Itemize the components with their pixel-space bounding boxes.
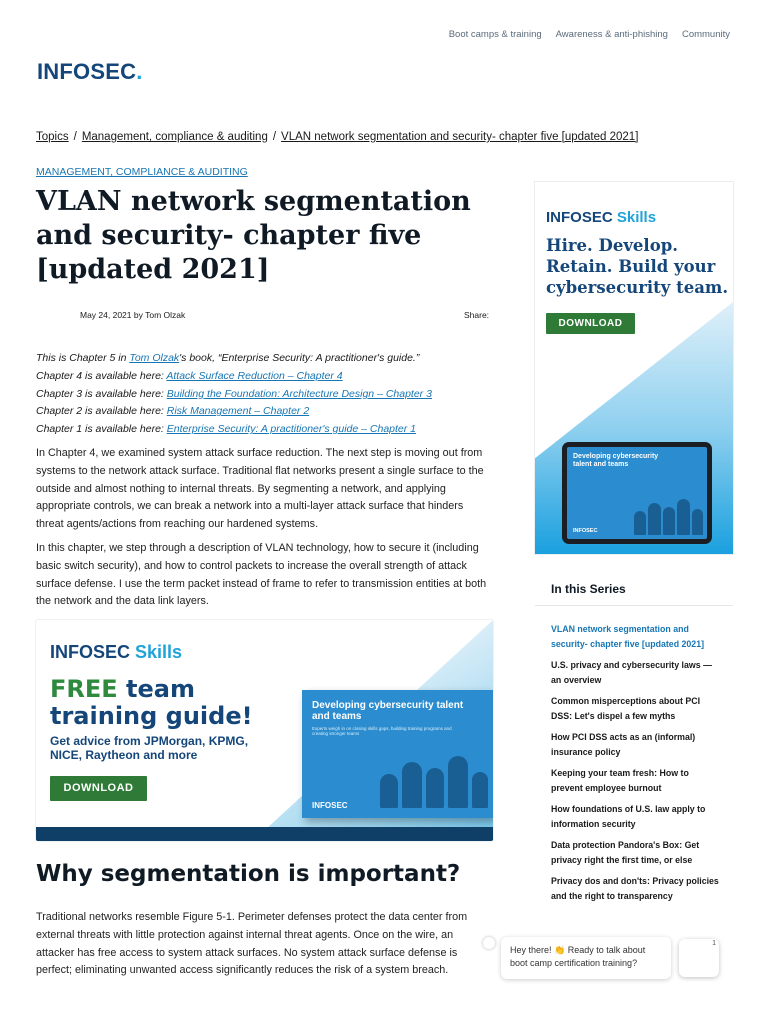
banner-headline — [50, 676, 253, 730]
series-item[interactable]: Data protection Pandora's Box: Get privacy right the first time, or else — [551, 840, 700, 865]
series-list — [551, 622, 721, 910]
guide-book-image — [302, 690, 493, 818]
article-by: by — [133, 310, 143, 320]
intro-line — [36, 350, 496, 368]
breadcrumb-topics[interactable]: Topics — [36, 131, 69, 143]
chat-message-bubble[interactable]: Hey there! 👏 Ready to talk about boot camp certification training? — [501, 937, 671, 979]
chapter-prefix: Chapter 1 is available here: — [36, 423, 167, 436]
people-illustration — [380, 756, 488, 808]
series-item-current[interactable]: VLAN network segmentation and security- chapter five [updated 2021] — [551, 624, 705, 649]
category-link[interactable]: MANAGEMENT, COMPLIANCE & AUDITING — [36, 166, 248, 178]
person-figure — [663, 507, 675, 535]
top-nav — [449, 29, 730, 40]
breadcrumb-management[interactable]: Management, compliance & auditing — [81, 131, 268, 143]
person-figure — [677, 499, 690, 535]
infosec-logo[interactable] — [37, 59, 143, 85]
chapter-1-line — [36, 421, 496, 439]
tablet-screen — [567, 447, 707, 539]
breadcrumb-separator: / — [272, 131, 277, 143]
chapter-4-line — [36, 368, 496, 386]
intro-text: 's book, “Enterprise Security: A practitioner's guide.” — [179, 352, 420, 364]
book-subtitle: Experts weigh in on closing skills gaps, building training programs and creating stronger teams — [312, 726, 452, 736]
tablet-brand: INFOSEC — [573, 528, 598, 534]
article-meta — [80, 310, 185, 320]
person-figure — [472, 772, 488, 808]
chat-launcher-button[interactable] — [679, 939, 719, 977]
chapter-prefix: Chapter 4 is available here: — [36, 369, 167, 382]
book-title: Developing cybersecurity talent and teams — [312, 700, 464, 722]
nav-community[interactable]: Community — [681, 29, 730, 40]
intro-text: This is Chapter 5 in — [36, 352, 130, 364]
person-figure — [380, 774, 398, 808]
banner-headline-rest: team — [117, 675, 195, 703]
sidebar-brand-infosec: INFOSEC — [546, 209, 613, 226]
paragraph-2: In this chapter, we step through a description of VLAN technology, how to secure it (including basic switch security), and how to control packets to increase the overall strength of attack surface defense. I use the term packet instead of frame to refer to transmission entities at both the network and the data link layers. — [36, 542, 487, 608]
person-figure — [648, 503, 661, 535]
page-title: VLAN network segmentation and security- chapter five [updated 2021] — [36, 186, 471, 285]
chat-close-dot[interactable] — [483, 937, 495, 949]
series-item[interactable]: Keeping your team fresh: How to prevent employee burnout — [551, 768, 689, 793]
chapter-prefix: Chapter 2 is available here: — [36, 405, 167, 418]
sidebar-ad-brand — [546, 209, 656, 226]
series-item[interactable]: How PCI DSS acts as an (informal) insurance policy — [551, 732, 696, 757]
series-item[interactable]: How foundations of U.S. law apply to information security — [551, 804, 706, 829]
tablet-title: Developing cybersecurity talent and teams — [573, 453, 659, 468]
series-item[interactable]: U.S. privacy and cybersecurity laws — an overview — [551, 660, 712, 685]
author-link[interactable]: Tom Olzak — [129, 352, 180, 364]
logo-text: INFOSEC — [37, 59, 137, 84]
series-divider — [535, 605, 733, 606]
person-figure — [448, 756, 468, 808]
paragraph-1: In Chapter 4, we examined system attack surface reduction. The next step is moving out from systems to the network attack surface. Traditional flat networks present a single surface to the outside and almost nothing to internal threats. By segmenting a network, and applying appropriate controls, we can break a network into a multi-layer attack surface that hinders threat agents/actions from reaching our hardened systems. — [36, 447, 484, 531]
book-brand: INFOSEC — [312, 801, 348, 810]
banner-subtext: Get advice from JPMorgan, KPMG, NICE, Raytheon and more — [50, 734, 249, 762]
paragraph-3: Traditional networks resemble Figure 5-1. Perimeter defenses protect the data center from external threats with little protection against internal threat agents. Once on the wire, an attacker has free access to system attack surfaces. No system attack surface defense is perfect; eliminating unwanted access significantly reduces the risk of a system breach. — [36, 911, 468, 977]
banner-download-button[interactable]: DOWNLOAD — [50, 776, 147, 801]
sidebar-brand-skills: Skills — [616, 209, 657, 226]
chapter-prefix: Chapter 3 is available here: — [36, 387, 167, 400]
breadcrumb-current[interactable]: VLAN network segmentation and security- chapter five [updated 2021] — [281, 131, 639, 143]
chapter-2-link[interactable]: Risk Management – Chapter 2 — [166, 405, 310, 418]
people-illustration — [634, 499, 703, 535]
breadcrumb-separator: / — [73, 131, 77, 143]
chat-unread-badge: 1 — [712, 940, 716, 947]
person-figure — [692, 509, 703, 535]
chapter-1-link[interactable]: Enterprise Security: A practitioner's guide – Chapter 1 — [166, 423, 417, 436]
banner-headline-line2: training guide! — [50, 702, 253, 730]
share-label: Share: — [464, 310, 490, 320]
person-figure — [426, 768, 444, 808]
banner-brand-skills: Skills — [135, 642, 183, 662]
chapter-4-link[interactable]: Attack Surface Reduction – Chapter 4 — [166, 369, 343, 382]
banner-brand — [50, 642, 182, 663]
chapter-intro — [36, 350, 496, 439]
article-date: May 24, 2021 — [80, 310, 132, 320]
banner-brand-infosec: INFOSEC — [50, 642, 131, 662]
sidebar-ad[interactable] — [535, 182, 733, 554]
chapter-3-line — [36, 386, 496, 404]
nav-boot-camps[interactable]: Boot camps & training — [448, 29, 542, 40]
chapter-3-link[interactable]: Building the Foundation: Architecture Design – Chapter 3 — [166, 387, 432, 400]
banner-free: FREE — [50, 675, 118, 703]
person-figure — [634, 511, 646, 535]
sidebar-ad-headline: Hire. Develop. Retain. Build your cybersecurity team. — [546, 236, 729, 297]
tablet-image — [562, 442, 712, 544]
person-figure — [402, 762, 422, 808]
series-heading: In this Series — [551, 582, 626, 596]
banner-footer-bar — [36, 827, 493, 841]
training-guide-banner[interactable] — [36, 620, 493, 841]
series-item[interactable]: Common misperceptions about PCI DSS: Let's dispel a few myths — [551, 696, 701, 721]
sidebar-download-button[interactable]: DOWNLOAD — [546, 313, 635, 334]
chapter-2-line — [36, 403, 496, 421]
section-heading: Why segmentation is important? — [36, 861, 461, 887]
breadcrumb — [36, 131, 638, 143]
series-item[interactable]: Privacy dos and don'ts: Privacy policies and the right to transparency — [551, 876, 719, 901]
nav-awareness[interactable]: Awareness & anti-phishing — [555, 29, 668, 40]
logo-dot: . — [136, 59, 143, 84]
article-author[interactable]: Tom Olzak — [145, 310, 186, 320]
